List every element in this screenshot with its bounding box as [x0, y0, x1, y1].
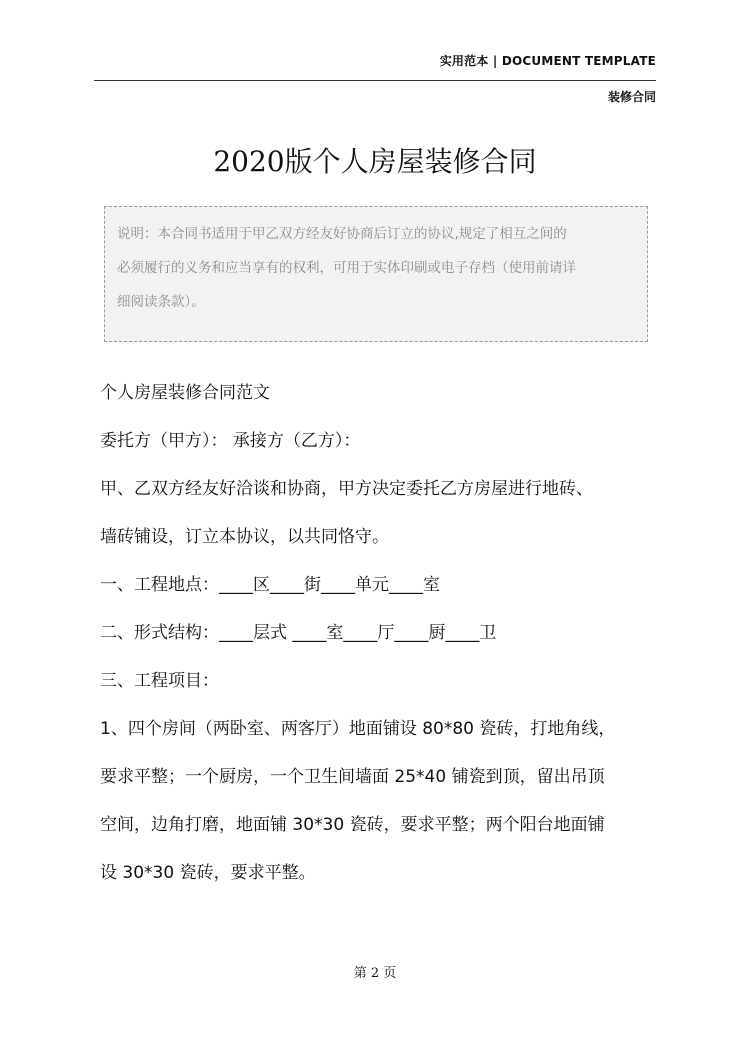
body-paragraph: 二、形式结构：____层式 ____室____厅____厨____卫 — [100, 623, 497, 643]
body-paragraph: 一、工程地点：____区____街____单元____室 — [100, 575, 440, 595]
body-paragraph: 空间，边角打磨，地面铺 30*30 瓷砖，要求平整；两个阳台地面铺 — [100, 815, 605, 835]
header-subtitle: 装修合同 — [607, 90, 656, 104]
note-line: 说明：本合同书适用于甲乙双方经友好协商后订立的协议,规定了相互之间的 — [117, 226, 567, 242]
document-body — [100, 369, 660, 897]
body-paragraph: 设 30*30 瓷砖，要求平整。 — [100, 863, 316, 883]
note-box — [104, 206, 648, 342]
body-paragraph: 个人房屋装修合同范文 — [100, 383, 270, 403]
body-paragraph: 墙砖铺设，订立本协议，以共同恪守。 — [100, 527, 389, 547]
body-paragraph: 要求平整；一个厨房，一个卫生间墙面 25*40 铺瓷到顶，留出吊顶 — [100, 767, 605, 787]
header-title: 实用范本 | DOCUMENT TEMPLATE — [439, 54, 656, 68]
page-number: 第 2 页 — [353, 966, 397, 981]
body-paragraph: 三、工程项目： — [100, 671, 219, 691]
note-line: 必须履行的义务和应当享有的权利，可用于实体印刷或电子存档（使用前请详 — [117, 260, 576, 276]
body-paragraph: 委托方（甲方）： 承接方（乙方）： — [100, 431, 361, 451]
body-paragraph: 甲、乙双方经友好洽谈和协商，甲方决定委托乙方房屋进行地砖、 — [100, 479, 593, 499]
note-line: 细阅读条款）。 — [117, 294, 205, 310]
body-paragraph: 1、四个房间（两卧室、两客厅）地面铺设 80*80 瓷砖，打地角线， — [100, 719, 616, 739]
header-divider — [94, 80, 656, 81]
document-title: 2020版个人房屋装修合同 — [213, 145, 537, 178]
